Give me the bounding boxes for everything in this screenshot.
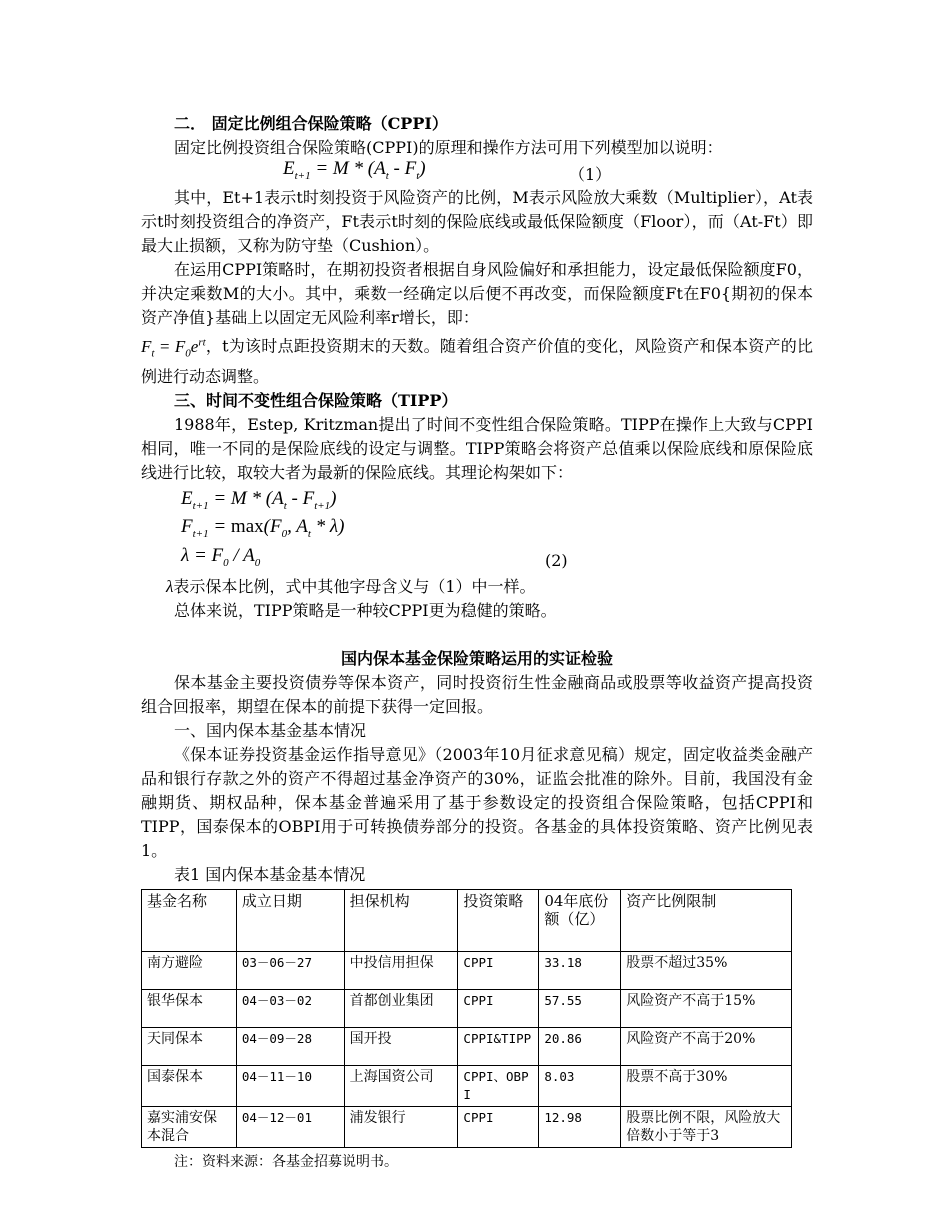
- header-cell: 04年底份额（亿）: [539, 890, 621, 952]
- table-cell: CPPI: [458, 990, 539, 1028]
- section-heading-cppi: 二． 固定比例组合保险策略（CPPI）: [174, 114, 448, 133]
- table-cell: CPPI&TIPP: [458, 1028, 539, 1066]
- tipp-intro: 1988年，Estep, Kritzman提出了时间不变性组合保险策略。TIPP在操作上大致与CPPI相同，唯一不同的是保险底线的设定与调整。TIPP策略会将资产总值乘以保险底线和原保险底线进行比较，取较大者为最新的保险底线。其理论构架如下：: [141, 415, 813, 483]
- table-cell: 股票不超过35%: [621, 952, 792, 990]
- regulation-paragraph: 《保本证券投资基金运作指导意见》（2003年10月征求意见稿）规定，固定收益类金融产品和银行存款之外的资产不得超过基金净资产的30%，证监会批准的除外。目前，我国没有金融期货、期权品种，保本基金普遍采用了基于参数设定的投资组合保险策略，包括CPPI和TIPP，国泰保本的OBPI用于可转换债券部分的投资。各基金的具体投资策略、资产比例见表1。: [141, 745, 813, 861]
- cppi-definitions: 其中，Et+1表示t时刻投资于风险资产的比例，M表示风险放大乘数（Multiplier），At表示t时刻投资组合的净资产，Ft表示t时刻的保险底线或最低保险额度（Floor），而（At-Ft）即最大止损额，又称为防守垫（Cushion）。: [141, 188, 813, 255]
- section-heading-tipp: 三、时间不变性组合保险策略（TIPP）: [174, 391, 458, 411]
- equation-2-block: [141, 487, 813, 573]
- table-row: [142, 1028, 792, 1066]
- empirical-title: 国内保本基金保险策略运用的实证检验: [340, 649, 613, 669]
- equation-2-number: (2): [545, 551, 568, 571]
- cppi-procedure: 在运用CPPI策略时，在期初投资者根据自身风险偏好和承担能力，设定最低保险额度F0，并决定乘数M的大小。其中，乘数一经确定以后便不再改变，而保险额度Ft在F0{期初的保本资产净值}基础上以固定无风险利率r增长，即：: [141, 260, 813, 327]
- lambda-symbol: λ: [166, 577, 174, 597]
- tipp-summary: 总体来说，TIPP策略是一种较CPPI更为稳健的策略。: [174, 601, 557, 621]
- table-cell: 国泰保本: [142, 1066, 237, 1107]
- table-cell: CPPI: [458, 952, 539, 990]
- header-cell: 基金名称: [142, 890, 237, 952]
- table-row: [142, 990, 792, 1028]
- table-cell: 20.86: [539, 1028, 621, 1066]
- table-cell: 风险资产不高于15%: [621, 990, 792, 1028]
- header-cell: 成立日期: [236, 890, 344, 952]
- table-cell: 南方避险: [142, 952, 237, 990]
- table-cell: 风险资产不高于20%: [621, 1028, 792, 1066]
- equation-1-row: [141, 160, 813, 186]
- table-cell: 57.55: [539, 990, 621, 1028]
- table-cell: 04－11－10: [236, 1066, 344, 1107]
- equation-1: $E_{t+1} = M * (A_t - F_t)$: [283, 158, 426, 182]
- cppi-procedure-tail: [141, 330, 813, 389]
- table-cell: 12.98: [539, 1107, 621, 1148]
- table-cell: 33.18: [539, 952, 621, 990]
- table-cell: CPPI、OBPI: [458, 1066, 539, 1107]
- table-cell: 首都创业集团: [344, 990, 458, 1028]
- empirical-intro: 保本基金主要投资债券等保本资产，同时投资衍生性金融商品或股票等收益资产提高投资组合回报率，期望在保本的前提下获得一定回报。: [141, 673, 813, 717]
- table-cell: 04－09－28: [236, 1028, 344, 1066]
- floor-growth-formula: $F_t = F_0e^{rt}$: [141, 336, 206, 360]
- cppi-procedure-tail-text: ，t为该时点距投资期末的天数。随着组合资产价值的变化，风险资产和保本资产的比例进行动态调整。: [141, 336, 813, 387]
- table-cell: 04－12－01: [236, 1107, 344, 1148]
- table-cell: CPPI: [458, 1107, 539, 1148]
- table-row: [142, 1107, 792, 1148]
- table-cell: 8.03: [539, 1066, 621, 1107]
- table-row: [142, 952, 792, 990]
- equation-2a: $E_{t+1} = M * (A_t - F_{t+1})$: [181, 488, 337, 512]
- table-source-note: 注：资料来源：各基金招募说明书。: [174, 1154, 398, 1171]
- header-cell: 投资策略: [458, 890, 539, 952]
- header-cell: 资产比例限制: [621, 890, 792, 952]
- table-cell: 03－06－27: [236, 952, 344, 990]
- lambda-note-text: 表示保本比例，式中其他字母含义与（1）中一样。: [173, 577, 536, 597]
- lambda-note: [141, 575, 813, 599]
- document-page: [141, 112, 813, 1174]
- table-cell: 股票不高于30%: [621, 1066, 792, 1107]
- subsection-heading: 一、国内保本基金基本情况: [174, 721, 367, 741]
- table-cell: 上海国资公司: [344, 1066, 458, 1107]
- table-cell: 浦发银行: [344, 1107, 458, 1148]
- equation-2c: $\lambda = F_0 / A_0$: [181, 545, 261, 569]
- table-row: [142, 1066, 792, 1107]
- cppi-intro: 固定比例投资组合保险策略(CPPI)的原理和操作方法可用下列模型加以说明：: [174, 138, 723, 157]
- table-caption: 表1 国内保本基金基本情况: [174, 865, 366, 885]
- table-cell: 04－03－02: [236, 990, 344, 1028]
- table-cell: 银华保本: [142, 990, 237, 1028]
- table-cell: 国开投: [344, 1028, 458, 1066]
- fund-table: [141, 889, 792, 1148]
- equation-1-number: （1）: [569, 165, 612, 184]
- table-header-row: [142, 890, 792, 952]
- table-cell: 天同保本: [142, 1028, 237, 1066]
- equation-2b: $F_{t+1} = \max(F_0$, $A_t * \lambda$): [181, 516, 345, 540]
- table-cell: 股票比例不限，风险放大倍数小于等于3: [621, 1107, 792, 1148]
- header-cell: 担保机构: [344, 890, 458, 952]
- table-cell: 中投信用担保: [344, 952, 458, 990]
- table-cell: 嘉实浦安保本混合: [142, 1107, 237, 1148]
